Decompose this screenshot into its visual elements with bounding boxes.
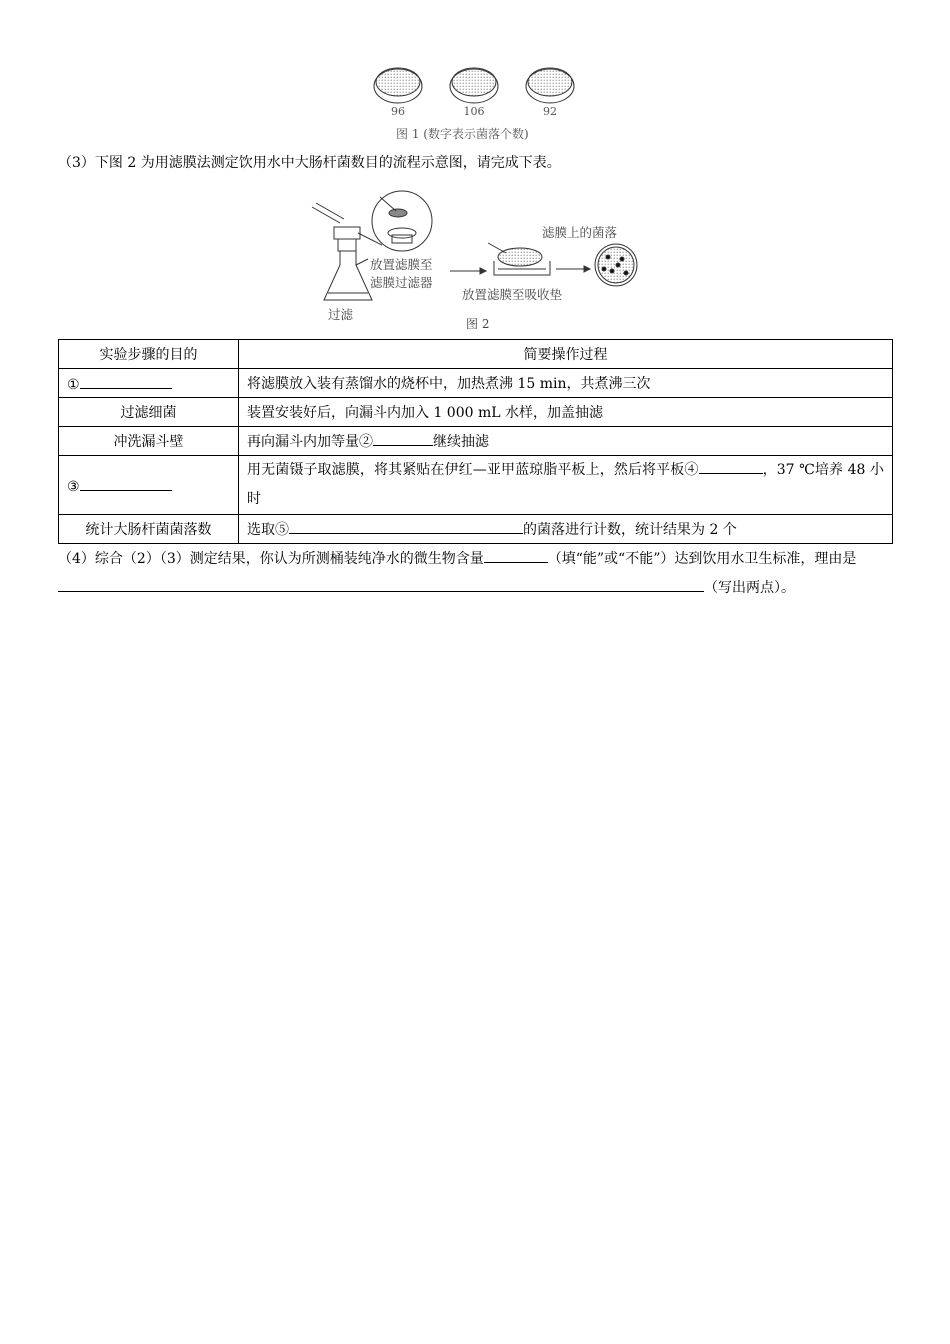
figure-1 [366,58,596,148]
row-4-procedure-after: ，37 ℃培养 48 小时 [247,462,885,507]
header-purpose: 实验步骤的目的 [59,340,239,369]
label-place-membrane-2: 滤膜过滤器 [370,275,433,290]
table-row [59,456,893,515]
label-colonies: 滤膜上的菌落 [542,225,618,240]
row-3-procedure-after: 继续抽滤 [433,434,489,450]
answer-blank-5[interactable] [289,519,523,534]
row-4-procedure-text [247,456,884,514]
row-5-purpose: 统计大肠杆菌菌落数 [59,515,239,544]
row-2-procedure: 装置安装好后，向漏斗内加入 1 000 mL 水样，加盖抽滤 [239,398,893,427]
row-5-procedure-before: 选取⑤ [247,522,289,538]
question-4 [58,545,888,603]
filter-flask-icon [312,203,372,300]
colony-count-3: 92 [543,105,557,118]
answer-blank-q4-2[interactable] [58,577,704,592]
petri-dish-2 [450,68,498,103]
question-3-text: （3）下图 2 为用滤膜法测定饮用水中大肠杆菌数目的流程示意图，请完成下表。 [58,155,561,171]
colony-count-2: 106 [463,105,485,118]
answer-blank-1[interactable] [80,374,172,389]
figure-2-caption: 图 2 [466,317,490,331]
row-4-purpose-label: ③ [67,478,80,495]
flow-arrow-1 [450,268,486,274]
row-3-procedure [239,427,893,456]
colony-membrane-icon [595,244,637,286]
label-filter: 过滤 [328,307,354,322]
table-header-row [59,340,893,369]
label-absorb-pad: 放置滤膜至吸收垫 [462,287,563,302]
magnified-filter-icon [358,191,432,251]
table-row [59,515,893,544]
row-4-procedure [239,456,893,515]
row-1-purpose [59,369,239,398]
table-row [59,369,893,398]
row-4-procedure-before: 用无菌镊子取滤膜，将其紧贴在伊红—亚甲蓝琼脂平板上，然后将平板④ [247,462,699,478]
answer-blank-4[interactable] [699,459,763,474]
experiment-steps-table [58,339,893,544]
petri-dish-3 [526,68,574,103]
answer-blank-2[interactable] [373,431,433,446]
table-row [59,398,893,427]
row-3-purpose: 冲洗漏斗壁 [59,427,239,456]
petri-dish-1 [374,68,422,103]
row-1-procedure: 将滤膜放入装有蒸馏水的烧杯中，加热煮沸 15 min，共煮沸三次 [239,369,893,398]
row-2-purpose: 过滤细菌 [59,398,239,427]
flow-arrow-2 [556,266,590,272]
header-procedure: 简要操作过程 [239,340,893,369]
label-place-membrane-1: 放置滤膜至 [370,257,433,272]
absorbent-pad-icon [488,243,550,275]
filtration-flow-illustration [310,185,650,335]
figure-2 [310,185,650,335]
row-5-procedure [239,515,893,544]
row-1-purpose-label: ① [67,376,80,393]
question-4-part3: （写出两点）。 [704,580,795,596]
row-5-procedure-after: 的菌落进行计数，统计结果为 2 个 [523,522,737,538]
colony-count-1: 96 [391,105,405,118]
answer-blank-3[interactable] [80,476,172,491]
figure-1-caption: 图 1 (数字表示菌落个数) [396,127,529,141]
table-row [59,427,893,456]
answer-blank-q4-1[interactable] [484,548,548,563]
question-4-part1: （4）综合（2）（3）测定结果，你认为所测桶装纯净水的微生物含量 [58,551,484,567]
question-4-part2: （填“能”或“不能”）达到饮用水卫生标准，理由是 [547,551,857,567]
petri-dishes-illustration [366,58,596,108]
row-3-procedure-before: 再向漏斗内加等量② [247,434,373,450]
row-4-purpose [59,456,239,515]
